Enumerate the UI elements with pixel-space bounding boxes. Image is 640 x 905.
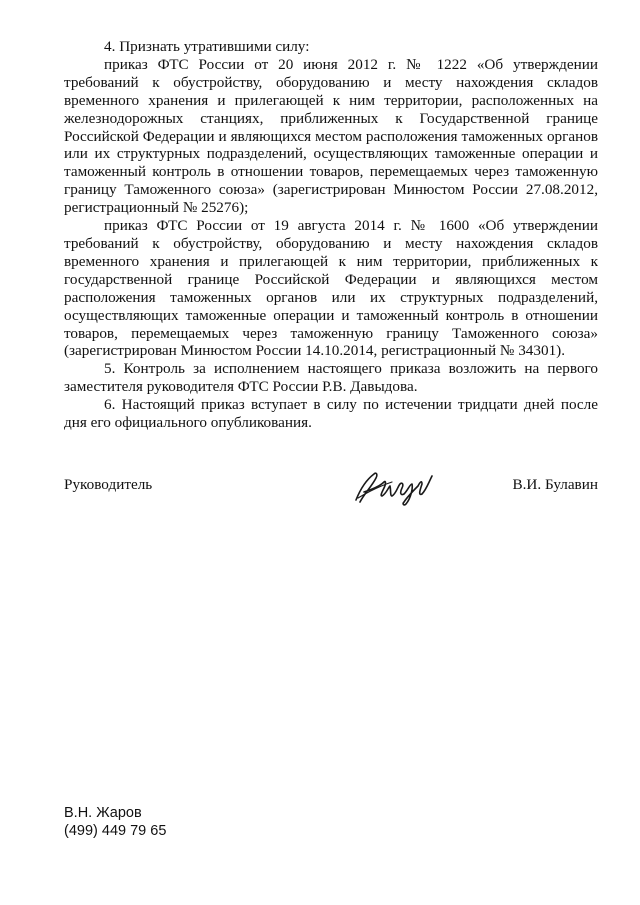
- handwritten-signature: [350, 468, 450, 508]
- paragraph-order-1600: приказ ФТС России от 19 августа 2014 г. № 1600 «Об утверждении требований к обустройству, оборудованию и месту нахождения складов временного хранения и прилегающей к ним территории, приближенных к государственной границе Российской Федерации и являющихся местом расположения таможенных органов или их структурных подразделений, осуществляющих таможенные операции и таможенный контроль в отношении товаров, перемещаемых через таможенную границу Таможенного союза» (зарегистрирован Минюстом России 14.10.2014, регистрационный № 34301).: [64, 217, 598, 360]
- paragraph-item-6: 6. Настоящий приказ вступает в силу по истечении тридцати дней после дня его официального опубликования.: [64, 396, 598, 432]
- document-body: [64, 38, 598, 432]
- contact-block: [64, 804, 166, 840]
- paragraph-item-4: 4. Признать утратившими силу:: [104, 38, 310, 55]
- paragraph-item-5: 5. Контроль за исполнением настоящего приказа возложить на первого заместителя руководителя ФТС России Р.В. Давыдова.: [64, 360, 598, 396]
- contact-name: В.Н. Жаров: [64, 805, 142, 821]
- paragraph-order-1222: приказ ФТС России от 20 июня 2012 г. № 1222 «Об утверждении требований к обустройству, оборудованию и месту нахождения складов временного хранения и прилегающей к ним территории, расположенных на железнодорожных станциях, приближенных к Государственной границе Российской Федерации и являющихся местом расположения таможенных органов или их структурных подразделений, осуществляющих таможенные операции и таможенный контроль в отношении товаров, перемещаемых через таможенную границу Таможенного союза» (зарегистрирован Минюстом России 27.08.2012, регистрационный № 25276);: [64, 55, 598, 217]
- signature-block: [64, 476, 598, 516]
- signatory-name: В.И. Булавин: [512, 476, 598, 493]
- signatory-title: Руководитель: [64, 476, 153, 493]
- contact-phone: (499) 449 79 65: [64, 823, 167, 839]
